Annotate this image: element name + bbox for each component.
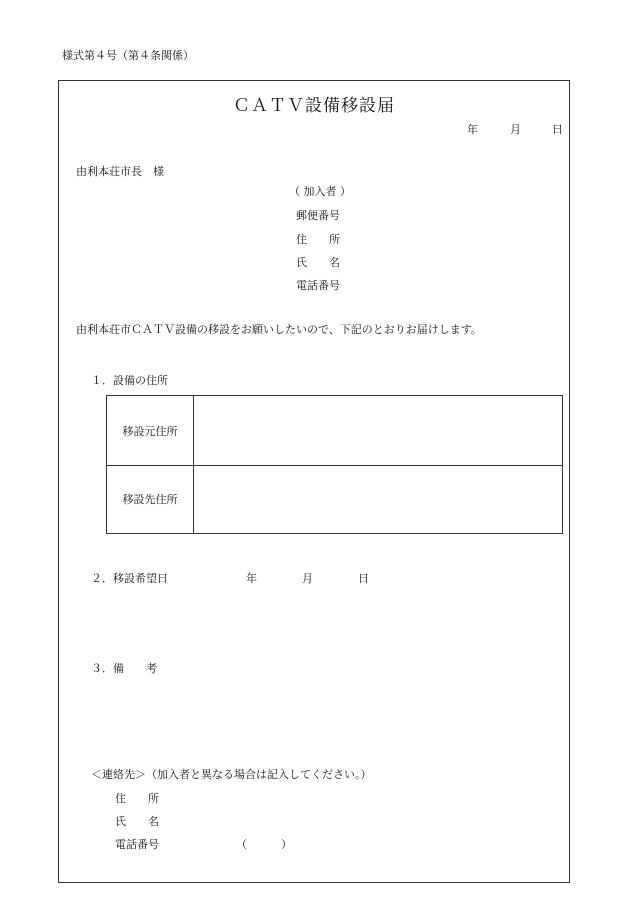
date-year: 年 xyxy=(467,123,478,136)
contact-address-label: 住 所 xyxy=(115,792,159,805)
date-month: 月 xyxy=(510,123,521,136)
destination-address-label: 移設先住所 xyxy=(107,465,194,533)
contact-name-label: 氏 名 xyxy=(115,815,159,828)
applicant-phone-label: 電話番号 xyxy=(296,279,340,292)
addressee: 由利本荘市長 様 xyxy=(76,165,164,178)
destination-address-field[interactable] xyxy=(194,465,562,533)
desired-date-year: 年 xyxy=(246,572,257,585)
section1-heading: １．設備の住所 xyxy=(91,374,168,387)
body-text: 由利本荘市ＣＡＴＶ設備の移設をお願いしたいので、下記のとおりお届けします。 xyxy=(76,323,482,336)
contact-heading: ＜連絡先＞（加入者と異なる場合は記入してください。） xyxy=(91,768,372,781)
address-table xyxy=(106,395,563,534)
desired-date-month: 月 xyxy=(302,572,313,585)
form-title: ＣＡＴＶ設備移設届 xyxy=(233,96,395,116)
origin-address-field[interactable] xyxy=(194,396,562,465)
applicant-address-label: 住 所 xyxy=(296,233,340,246)
contact-phone-paren-close: ） xyxy=(281,838,292,851)
date-day: 日 xyxy=(552,123,563,136)
section3-heading: ３．備 考 xyxy=(91,662,157,675)
applicant-postal-label: 郵便番号 xyxy=(296,209,340,222)
contact-phone-label: 電話番号 xyxy=(115,838,159,851)
applicant-heading: （ 加入者 ） xyxy=(289,185,351,198)
form-number: 様式第４号（第４条関係） xyxy=(62,49,194,62)
section2-heading: ２．移設希望日 xyxy=(91,572,168,585)
contact-phone-paren-open: （ xyxy=(236,838,247,851)
table-row xyxy=(107,396,562,466)
applicant-name-label: 氏 名 xyxy=(296,256,340,269)
desired-date-day: 日 xyxy=(358,572,369,585)
origin-address-label: 移設元住所 xyxy=(107,396,194,465)
table-row xyxy=(107,465,562,533)
